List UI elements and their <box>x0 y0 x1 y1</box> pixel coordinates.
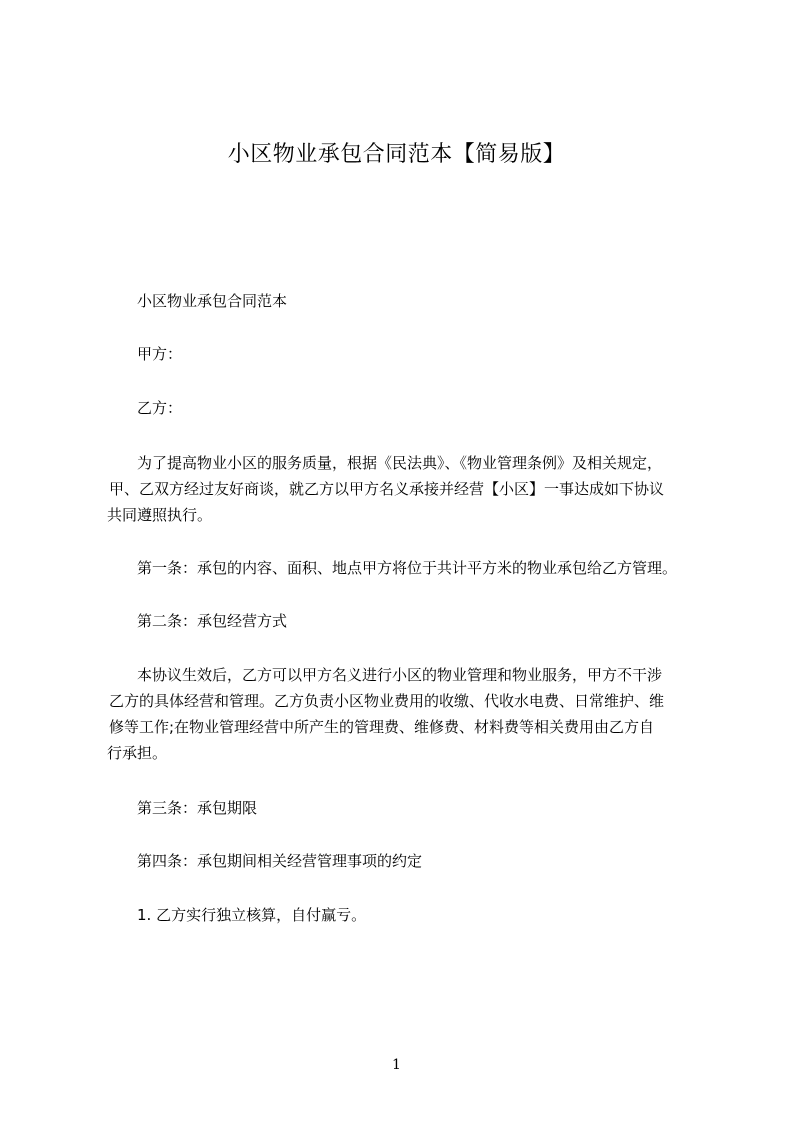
contract-subtitle: 小区物业承包合同范本 <box>137 292 288 310</box>
page-number: 1 <box>392 1057 401 1073</box>
intro-line: 共同遵照执行。 <box>107 506 213 524</box>
article-2-line: 乙方的具体经营和管理。乙方负责小区物业费用的收缴、代收水电费、日常维护、维 <box>109 692 665 710</box>
intro-paragraph <box>107 450 707 528</box>
article-2-heading: 第二条：承包经营方式 <box>137 612 288 630</box>
article-3-heading: 第三条：承包期限 <box>137 799 258 817</box>
article-2-body <box>107 662 707 766</box>
page-title: 小区物业承包合同范本【简易版】 <box>227 142 566 167</box>
article-4-heading: 第四条：承包期间相关经营管理事项的约定 <box>137 852 423 870</box>
article-2-line: 行承担。 <box>107 744 168 762</box>
article-4-item-1: 1. 乙方实行独立核算，自付赢亏。 <box>137 906 367 924</box>
intro-line: 为了提高物业小区的服务质量，根据《民法典》、《物业管理条例》及相关规定， <box>137 454 663 472</box>
article-2-line: 修等工作;在物业管理经营中所产生的管理费、维修费、材料费等相关费用由乙方自 <box>109 718 655 736</box>
intro-line: 甲、乙双方经过友好商谈，就乙方以甲方名义承接并经营【小区】一事达成如下协议 <box>109 480 665 498</box>
party-a-label: 甲方： <box>137 345 183 363</box>
article-2-line: 本协议生效后，乙方可以甲方名义进行小区的物业管理和物业服务，甲方不干涉 <box>137 666 663 684</box>
party-b-label: 乙方： <box>137 399 183 417</box>
article-1: 第一条：承包的内容、面积、地点甲方将位于共计平方米的物业承包给乙方管理。 <box>137 559 678 577</box>
